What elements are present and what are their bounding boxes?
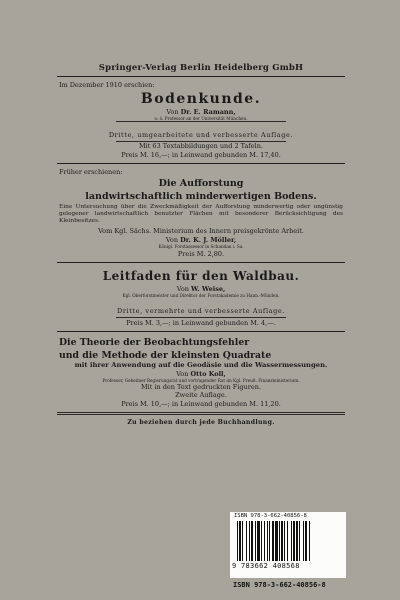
- barcode-bar: [305, 521, 307, 561]
- barcode-bar: [293, 521, 295, 561]
- theorie-figures: Mit in den Text gedruckten Figuren.: [141, 383, 261, 391]
- author-prefix: Von: [176, 370, 189, 378]
- barcode-bar: [291, 521, 292, 561]
- barcode-bar: [299, 521, 300, 561]
- barcode-bar: [239, 521, 241, 561]
- theorie-title-1: Die Theorie der Beobachtungsfehler: [59, 337, 250, 348]
- aufforstung-affiliation: Königl. Forstassessor in Schandau i. Sa.: [158, 244, 244, 249]
- aufforstung-title-2: landwirtschaftlich minderwertigen Bodens.: [85, 191, 317, 202]
- barcode-bar: [237, 521, 238, 561]
- waldbau-edition: Dritte, vermehrte und verbesserte Auflage.: [117, 307, 285, 315]
- barcode-bar: [284, 521, 285, 561]
- waldbau-affiliation: Kgl. Oberforstmeister und Direktor der Forstakademie zu Hann.-Münden.: [122, 293, 280, 298]
- barcode-bars: [237, 521, 341, 561]
- barcode-bar: [242, 521, 243, 561]
- barcode-bar: [279, 521, 280, 561]
- theorie-affiliation: Professor, Geheimer Regierungsrat und vortragender Rat im Kgl. Preuß. Finanzministerium.: [102, 378, 300, 383]
- theorie-edition: Zweite Auflage.: [175, 391, 227, 399]
- barcode-bar: [287, 521, 288, 561]
- aufforstung-author: [59, 236, 343, 244]
- barcode-bar: [251, 521, 253, 561]
- barcode-bar: [257, 521, 260, 561]
- barcode-bar: [269, 521, 270, 561]
- aufforstung-price: Preis M. 2,80.: [177, 250, 225, 258]
- bodenkunde-author: [59, 108, 343, 116]
- author-name: Otto Koll,: [190, 370, 226, 378]
- barcode: [230, 512, 346, 578]
- author-name: W. Weise,: [191, 285, 226, 293]
- bodenkunde-affiliation: o. ö. Professor an der Universität München.: [154, 116, 248, 121]
- author-prefix: Von: [176, 285, 189, 293]
- barcode-bar: [309, 521, 310, 561]
- bodenkunde-title: Bodenkunde.: [140, 91, 262, 107]
- section-bodenkunde: [55, 77, 347, 163]
- barcode-bar: [255, 521, 256, 561]
- publisher-name: Springer-Verlag Berlin Heidelberg GmbH: [98, 63, 304, 73]
- rule: [116, 317, 286, 318]
- barcode-bar: [246, 521, 247, 561]
- rule: [116, 121, 286, 122]
- aufforstung-award: Vom Kgl. Sächs. Ministerium des Innern preisgekrönte Arbeit.: [98, 227, 304, 235]
- author-name: Dr. K. J. Möller,: [180, 236, 237, 244]
- isbn-bottom: ISBN 978-3-662-40856-8: [233, 581, 326, 589]
- footer-note: Zu beziehen durch jede Buchhandlung.: [127, 419, 275, 426]
- bodenkunde-edition: Dritte, umgearbeitete und verbesserte Auflage.: [108, 131, 294, 139]
- barcode-digits: 9 783662 408568: [232, 562, 300, 570]
- aufforstung-lead: Früher erschienen:: [59, 168, 123, 176]
- barcode-bar: [261, 521, 262, 561]
- theorie-price: Preis M. 10,—; in Leinwand gebunden M. 11,20.: [121, 400, 281, 408]
- theorie-subtitle: mit ihrer Anwendung auf die Geodäsie und die Wassermessungen.: [74, 361, 328, 369]
- section-theorie: [55, 332, 347, 412]
- barcode-bar: [281, 521, 283, 561]
- barcode-bar: [275, 521, 278, 561]
- aufforstung-description: Eine Untersuchung über die Zweckmäßigkeit der Aufforstung minderwertig oder ungünstig gelegener landwirtschaftlich benutzter Flächen mit besonderer Berücksichtigung des Kleinbesitzes.: [59, 204, 343, 224]
- author-name: Dr. E. Ramann,: [180, 108, 236, 116]
- bodenkunde-figures: Mit 63 Textabbildungen und 2 Tafeln.: [139, 142, 263, 150]
- waldbau-price: Preis M. 3,—; in Leinwand gebunden M. 4,—.: [126, 319, 276, 327]
- waldbau-author: [59, 285, 343, 293]
- section-aufforstung: [55, 164, 347, 262]
- author-prefix: Von: [165, 236, 179, 244]
- barcode-bar: [249, 521, 250, 561]
- barcode-bar: [296, 521, 298, 561]
- barcode-bar: [264, 521, 265, 561]
- aufforstung-title-1: Die Aufforstung: [158, 178, 244, 189]
- barcode-bar: [272, 521, 274, 561]
- section-waldbau: [55, 263, 347, 331]
- bodenkunde-lead: Im Dezember 1910 erschien:: [59, 81, 155, 89]
- barcode-bar: [303, 521, 304, 561]
- theorie-title-2: und die Methode der kleinsten Quadrate: [59, 350, 272, 361]
- advertisement-page: [55, 63, 347, 426]
- barcode-isbn-top: ISBN 978-3-662-40856-8: [234, 513, 307, 519]
- author-prefix: Von: [166, 108, 179, 116]
- waldbau-title: Leitfaden für den Waldbau.: [102, 269, 300, 283]
- theorie-author: [59, 370, 343, 378]
- rule: [57, 412, 345, 415]
- barcode-bar: [267, 521, 268, 561]
- bodenkunde-price: Preis M. 16,—; in Leinwand gebunden M. 17,40.: [121, 151, 281, 159]
